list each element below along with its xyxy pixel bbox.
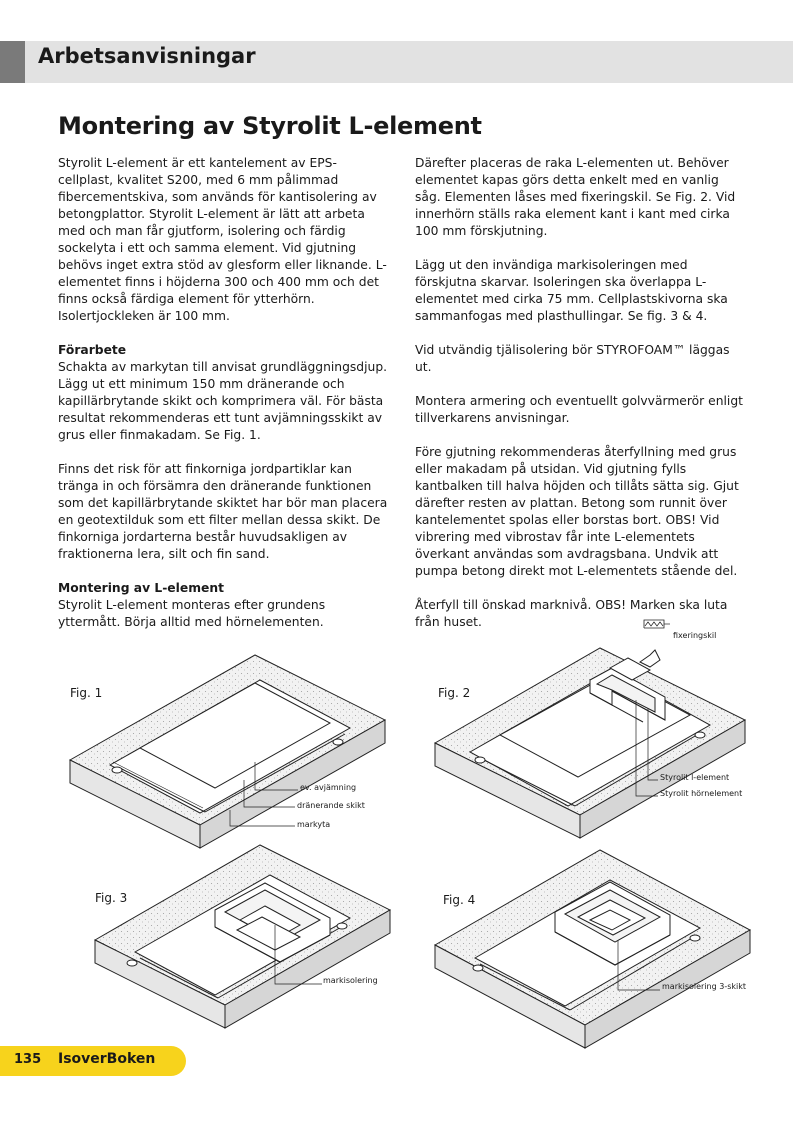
fig4-drawing (435, 850, 750, 1048)
fig3-drawing (95, 845, 390, 1028)
fig2-label-l-element: Styrolit l-element (660, 773, 730, 782)
fig2-label-wedge: fixeringskil (673, 631, 717, 640)
geotextile-paragraph: Finns det risk för att finkorniga jordpartiklar kan tränga in och försämra den dränerande funktionen som det kapillärbrytande skiktet har bör man placera en geotextilduk som ett filter mellan dessa skikt. De finkorniga jordarterna består huvudsakligen av fraktionerna lera, silt och fin sand. (58, 462, 388, 561)
preparation-text: Schakta av markytan till anvisat grundläggningsdjup. Lägg ut ett minimum 150 mm dränerande och kapillärbrytande skikt och komprimera väl. För bästa resultat rekommenderas ett tunt avjämningsskikt av grus eller finmakadam. Se Fig. 1. (58, 360, 388, 442)
fig4-label: Fig. 4 (443, 893, 476, 907)
fig4-label-ground-insulation-3layer: markisolering 3-skikt (662, 982, 747, 991)
fig1-label-drainage: dränerande skikt (297, 801, 365, 810)
book-name: IsoverBoken (58, 1051, 156, 1067)
fig1-label-ground: markyta (297, 820, 331, 829)
ground-insulation-paragraph: Lägg ut den invändiga markisoleringen med förskjutna skarvar. Isoleringen ska överlappa L-elementet med cirka 75 mm. Cellplastskivorna ska sammanfogas med plasthullingar. Se fig. 3 & 4. (415, 258, 728, 323)
mounting-text: Styrolit L-element monteras efter grundens yttermått. Börja alltid med hörnelementen. (58, 598, 326, 629)
fig1-drawing (70, 655, 385, 848)
fig2-drawing (435, 620, 745, 838)
page-number: 135 (14, 1052, 42, 1067)
casting-paragraph: Före gjutning rekommenderas återfyllning med grus eller makadam på utsidan. Vid gjutning fylls kantbalken till halva höjden och tillåts sätta sig. Gjut därefter resten av plattan. Betong som runnit över kantelementet spolas eller borstas bort. OBS! Vid vibrering med vibrostav får inte L-elementets överkant användas som avdragsbana. Undvik att pumpa betong direkt mot L-elementets stående del. (415, 445, 739, 578)
section-title: Arbetsanvisningar (38, 44, 256, 68)
fig2-label: Fig. 2 (438, 686, 471, 700)
fig2-label-corner-element: Styrolit hörnelement (660, 789, 743, 798)
fig3-label-ground-insulation: markisolering (323, 976, 378, 985)
backfill-paragraph: Återfyll till önskad marknivå. OBS! Marken ska luta från huset. (415, 598, 728, 629)
page-title: Montering av Styrolit L-element (58, 112, 482, 140)
placement-paragraph: Därefter placeras de raka L-elementen ut. Behöver elementet kapas görs detta enkelt med en vanlig såg. Elementen låses med fixeringskil. Se Fig. 2. Vid innerhörn ställs raka element kant i kant med cirka 100 mm förskjutning. (415, 156, 736, 238)
fig1-label: Fig. 1 (70, 686, 103, 700)
mounting-heading: Montering av L-element (58, 581, 224, 595)
reinforcement-paragraph: Montera armering och eventuellt golvvärmerör enligt tillverkarens anvisningar. (415, 394, 743, 425)
fig3-label: Fig. 3 (95, 891, 128, 905)
fig1-label-leveling: ev. avjämning (300, 783, 357, 792)
frost-insulation-paragraph: Vid utvändig tjälisolering bör STYROFOAM™ läggas ut. (415, 343, 730, 374)
intro-paragraph: Styrolit L-element är ett kantelement av EPS-cellplast, kvalitet S200, med 6 mm pålimmad fibercementskiva, som används för kantisolering av betongplattor. Styrolit L-element är lätt att arbeta med och man får gjutform, isolering och färdig sockelyta i ett och samma element. Vid gjutning behövs inget extra stöd av glesform eller liknande. L-elementet finns i höjderna 300 och 400 mm och det finns också färdiga element för ytterhörn. Isolertjockleken är 100 mm. (58, 156, 387, 323)
preparation-heading: Förarbete (58, 343, 127, 357)
